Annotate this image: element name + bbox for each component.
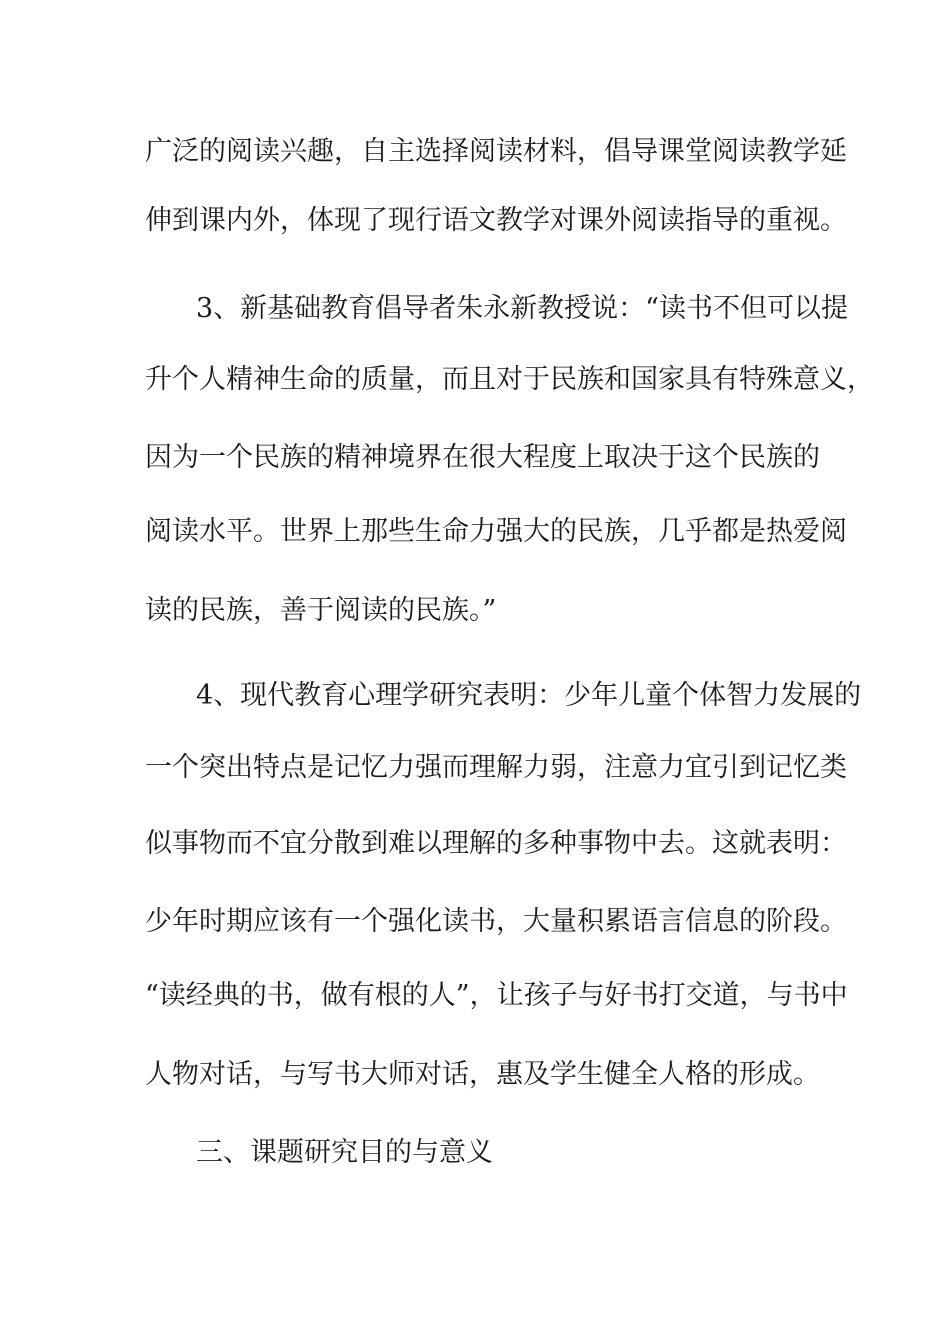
paragraph-line: 一个突出特点是记忆力强而理解力弱，注意力宜引到记忆类 xyxy=(145,752,847,783)
paragraph-line: 人物对话，与写书大师对话，惠及学生健全人格的形成。 xyxy=(145,1059,820,1090)
paragraph-line: 因为一个民族的精神境界在很大程度上取决于这个民族的 xyxy=(145,442,820,473)
section-heading: 三、课题研究目的与意义 xyxy=(196,1137,493,1168)
paragraph-line: 3、新基础教育倡导者朱永新教授说：“读书不但可以提 xyxy=(196,293,848,324)
paragraph-line: 4、现代教育心理学研究表明：少年儿童个体智力发展的 xyxy=(196,680,862,711)
paragraph-line: 升个人精神生命的质量，而且对于民族和国家具有特殊意义， xyxy=(145,364,874,395)
paragraph-line: 少年时期应该有一个强化读书，大量积累语言信息的阶段。 xyxy=(145,906,847,937)
paragraph-line: 广泛的阅读兴趣，自主选择阅读材料，倡导课堂阅读教学延 xyxy=(145,136,847,167)
paragraph-line: “读经典的书，做有根的人”，让孩子与好书打交道，与书中 xyxy=(145,980,848,1011)
paragraph-line: 阅读水平。世界上那些生命力强大的民族，几乎都是热爱阅 xyxy=(145,516,847,547)
paragraph-line: 读的民族，善于阅读的民族。” xyxy=(145,595,497,626)
paragraph-line: 伸到课内外，体现了现行语文教学对课外阅读指导的重视。 xyxy=(145,205,847,236)
paragraph-line: 似事物而不宜分散到难以理解的多种事物中去。这就表明： xyxy=(145,828,847,859)
